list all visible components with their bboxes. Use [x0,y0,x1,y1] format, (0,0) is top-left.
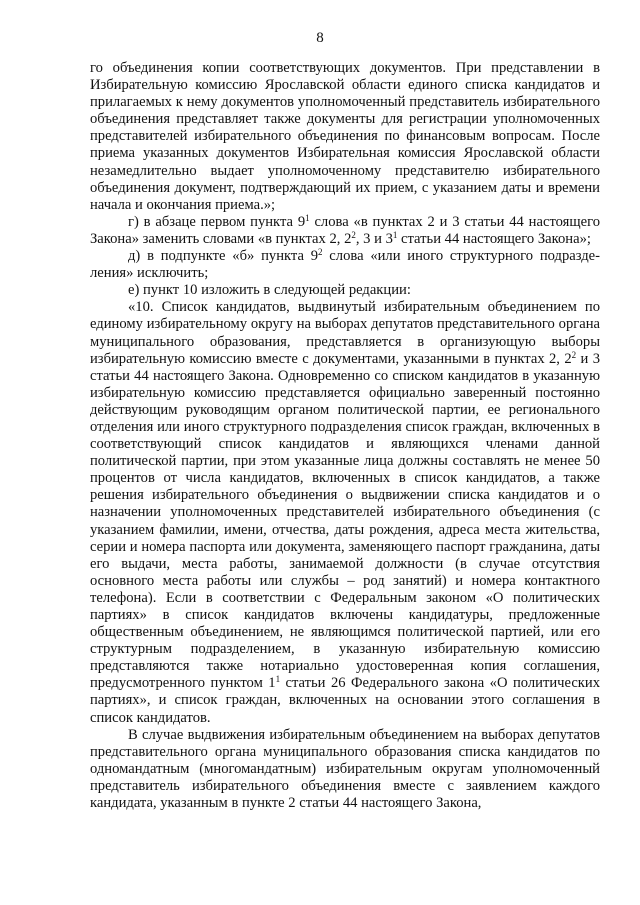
paragraph: В случае выдвижения избирательным объединением на выборах депутатов представительного органа муниципального образования списка кандидатов по одномандатным (многомандатным) избирательным округам уполномоченный представитель избирательного объединения вместе с заявлением каждого кандидата, указанным в пункте 2 статьи 44 настоящего Закона, [90,726,600,812]
paragraph: д) в подпункте «б» пункта $9^2$ слова «или иного структурного подразделения» исключить; [90,247,600,282]
paragraph: е) пункт 10 изложить в следующей редакции: [128,282,411,299]
paragraph: го объединения копии соответствующих документов. При представлении в Избирательную комиссию Ярославской области единого списка кандидатов и прилагаемых к нему документов уполномоченный представитель избирательного объединения представляет также документы для регистрации уполномоченных представителей избирательного объединения по финансовым вопросам. После приема указанных документов Избирательная комиссия Ярославской области незамедлительно выдает уполномоченному представителю избирательного объединения документ, подтверждающий их прием, с указанием даты и времени начала и окончания приема.»; [90,60,600,213]
paragraph: «10. Список кандидатов, выдвинутый избирательным объединением по единому избирательному округу на выборах депутатов представительного органа муниципального образования, представляется в организующую выборы избирательную комиссию вместе с документами, указанными в пунктах 2, $2^2$ и 3 статьи 44 настоящего Закона. Одновременно со списком кандидатов в указанную избирательную комиссию представляется официально заверенный постоянно действующим руководящим органом политической партии, ее регионального отделения или иного структурного подразделения список граждан, включенных в соответствующий список кандидатов и являющихся членами данной политической партии, при этом указанные лица должны составлять не менее 50 процентов от числа кандидатов, включенных в список кандидатов, а также решения избирательного объединения о выдвижении списка кандидатов и о назначении уполномоченных представителей избирательного объединения (с указанием фамилии, имени, отчества, даты рождения, адреса места жительства, серии и номера паспорта или документа, заменяющего паспорт гражданина, даты его выдачи, места работы, занимаемой должности (в случае отсутствия основного места работы или службы – род занятий) и номера контактного телефона). Если в соответствии с Федеральным законом «О политических партиях» в список кандидатов включены кандидатуры, предложенные общественным объединением, не являющимся политической партией, или его структурным подразделением, в указанную избирательную комиссию представляются также нотариально удостоверенная копия соглашения, предусмотренного пунктом $1^1$ статьи 26 Федерального закона «О политических партиях», и список граждан, включенных на основании этого соглашения в список кандидатов. [90,299,601,726]
document-body [90,60,600,812]
page-number: 8 [316,30,324,46]
paragraph: г) в абзаце первом пункта $9^1$ слова «в пунктах 2 и 3 статьи 44 настоящего Закона» заменить словами «в пунктах 2, $2^2$, 3 и $3^1$ статьи 44 настоящего Закона»; [90,212,600,247]
